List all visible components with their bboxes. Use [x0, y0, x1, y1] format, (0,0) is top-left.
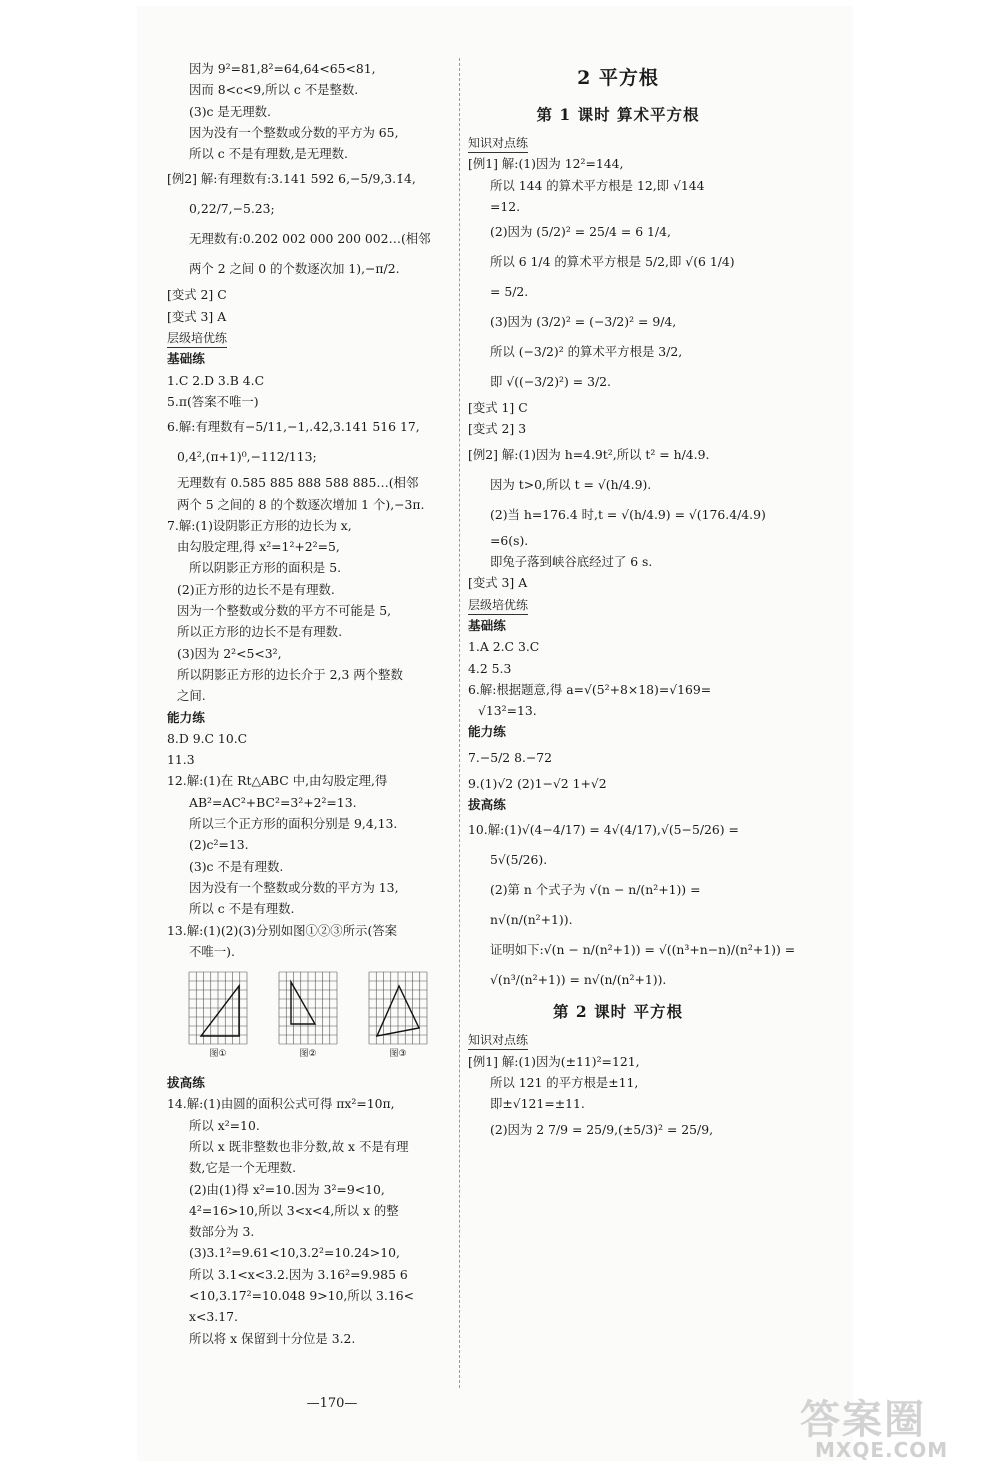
text-line: √13²=13. — [478, 703, 537, 719]
lesson-title-2: 第 2 课时 平方根 — [553, 1002, 683, 1022]
text-line: 9.(1)√2 (2)1−√2 1+√2 — [468, 775, 607, 791]
text-line: 5√(5/26). — [490, 852, 548, 868]
text-line: 所以 x²=10. — [189, 1117, 260, 1133]
text-line: 所以阴影正方形的边长介于 2,3 两个整数 — [177, 666, 403, 682]
right-column — [468, 58, 796, 1145]
section-title: 2 平方根 — [577, 67, 659, 89]
lesson-title-1: 第 1 课时 算术平方根 — [536, 105, 700, 124]
page-number: —170— — [306, 1396, 358, 1411]
text-line: 所以 (−3/2)² 的算术平方根是 3/2, — [490, 344, 683, 360]
text-line: 0,4²,(π+1)⁰,−112/113; — [177, 449, 317, 465]
text-line: n√(n/(n²+1)). — [490, 912, 573, 928]
text-line: 所以 6 1/4 的算术平方根是 5/2,即 √(6 1/4) — [490, 254, 735, 270]
text-line: (3)c 不是有理数. — [189, 858, 284, 874]
text-line: 因为 9²=81,8²=64,64<65<81, — [189, 61, 376, 76]
text-line: 所以将 x 保留到十分位是 3.2. — [189, 1330, 356, 1346]
text-line: [例1] 解:(1)因为(±11)²=121, — [468, 1053, 640, 1069]
text-line: <10,3.17²=10.048 9>10,所以 3.16< — [189, 1288, 414, 1304]
left-text-block-a — [167, 58, 457, 962]
grid-figure — [367, 968, 429, 1060]
text-line: 10.解:(1)√(4−4/17) = 4√(4/17),√(5−5/26) = — [468, 822, 739, 838]
text-line: x<3.17. — [189, 1309, 238, 1325]
grid-drawing — [277, 968, 339, 1048]
text-line: 7.解:(1)设阴影正方形的边长为 x, — [167, 517, 352, 533]
text-line: 所以 121 的平方根是±11, — [490, 1074, 639, 1090]
grid-figure — [187, 968, 249, 1060]
text-line: 6.解:有理数有−5/11,−1,.4̇2̇,3.141 516 17, — [167, 419, 420, 435]
text-line: 即兔子落到峡谷底经过了 6 s. — [490, 554, 653, 570]
grid-figure — [277, 968, 339, 1060]
right-text-block-a — [468, 132, 796, 995]
watermark-logo: 答案圈 — [800, 1397, 926, 1443]
text-line: = 5/2. — [490, 284, 529, 300]
text-line: 因为没有一个整数或分数的平方为 13, — [189, 879, 399, 895]
text-line: 拔高练 — [167, 1075, 205, 1091]
text-line: [例1] 解:(1)因为 12²=144, — [468, 156, 624, 172]
text-line — [468, 1029, 768, 1050]
text-line — [468, 594, 768, 615]
text-line: 两个 2 之间 0 的个数逐次加 1),−π/2. — [189, 261, 400, 277]
text-line: (2)因为 2 7/9 = 25/9,(±5/3)² = 25/9, — [490, 1121, 714, 1137]
left-text-block-b — [167, 1072, 457, 1349]
text-line: 数,它是一个无理数. — [189, 1160, 297, 1176]
text-line: =12. — [490, 198, 521, 214]
text-line: 无理数有:0.202 002 000 200 002…(相邻 — [189, 231, 431, 247]
text-line: 12.解:(1)在 Rt△ABC 中,由勾股定理,得 — [167, 773, 388, 789]
text-line: 1.A 2.C 3.C — [468, 639, 540, 655]
text-line: (2)正方形的边长不是有理数. — [177, 581, 335, 597]
text-line: 0,22/7,−5.23̇; — [189, 201, 275, 217]
triangle-shape — [201, 986, 239, 1036]
text-line: 无理数有 0.585 885 888 588 885…(相邻 — [177, 475, 419, 491]
figure-caption: 图① — [209, 1049, 227, 1060]
text-line: 7.−5/2 8.−72 — [468, 749, 553, 765]
figure-row — [167, 962, 457, 1072]
text-line: 所以三个正方形的面积分别是 9,4,13. — [189, 816, 398, 832]
text-line: [变式 3] A — [167, 308, 227, 324]
text-line: [变式 1] C — [468, 400, 528, 416]
text-line: 所以阴影正方形的面积是 5. — [189, 560, 342, 576]
section-tag: 知识对点练 — [468, 134, 528, 153]
section-tag: 知识对点练 — [468, 1031, 528, 1050]
text-line: 不唯一). — [189, 943, 235, 959]
text-line: 11.3 — [167, 752, 195, 768]
text-line: [变式 2] 3 — [468, 421, 527, 437]
text-line: 证明如下:√(n − n/(n²+1)) = √((n³+n−n)/(n²+1)) = — [490, 942, 796, 958]
section-tag: 层级培优练 — [468, 596, 528, 615]
text-line: 因为没有一个整数或分数的平方为 65, — [189, 124, 399, 140]
text-line: 因而 8<c<9,所以 c 不是整数. — [189, 82, 359, 98]
text-line: 因为一个整数或分数的平方不可能是 5, — [177, 603, 392, 619]
text-line: (2)c²=13. — [189, 837, 249, 853]
text-line: [例2] 解:(1)因为 h=4.9t²,所以 t² = h/4.9. — [468, 446, 710, 462]
text-line: 即 √((−3/2)²) = 3/2. — [490, 374, 611, 390]
text-line: 数部分为 3. — [189, 1224, 255, 1240]
text-line: 两个 5 之间的 8 的个数逐次增加 1 个),−3π. — [177, 496, 425, 512]
text-line: 所以 x 既非整数也非分数,故 x 不是有理 — [189, 1138, 409, 1154]
right-text-block-b — [468, 1029, 768, 1144]
grid-drawing — [187, 968, 249, 1048]
text-line: 所以 3.1<x<3.2.因为 3.16²=9.985 6 — [189, 1266, 408, 1282]
text-line: [变式 3] A — [468, 575, 528, 591]
text-line: 4²=16>10,所以 3<x<4,所以 x 的整 — [189, 1202, 399, 1218]
figure-caption: 图② — [299, 1049, 317, 1060]
text-line: 8.D 9.C 10.C — [167, 730, 248, 746]
left-column — [167, 58, 457, 1349]
text-line: 所以 144 的算术平方根是 12,即 √144 — [490, 177, 705, 193]
text-line: 拔高练 — [468, 797, 506, 813]
text-line: 能力练 — [468, 724, 506, 740]
text-line: 4.2 5.3 — [468, 660, 512, 676]
text-line: 即±√121=±11. — [490, 1096, 585, 1112]
text-line: (2)当 h=176.4 时,t = √(h/4.9) = √(176.4/4.9) — [490, 506, 766, 522]
text-line: 基础练 — [468, 617, 506, 633]
text-line: 所以正方形的边长不是有理数. — [177, 624, 343, 640]
text-line: 所以 c 不是有理数. — [189, 901, 295, 917]
text-line: 5.π(答案不唯一) — [167, 393, 259, 409]
text-line: 能力练 — [167, 709, 205, 725]
text-line: 6.解:根据题意,得 a=√(5²+8×18)=√169= — [468, 681, 712, 697]
text-line: (3)3.1²=9.61<10,3.2²=10.24>10, — [189, 1245, 400, 1261]
column-divider — [459, 58, 460, 1388]
text-line: (2)第 n 个式子为 √(n − n/(n²+1)) = — [490, 882, 701, 898]
text-line: 因为 t>0,所以 t = √(h/4.9). — [490, 476, 652, 492]
text-line: (3)因为 2²<5<3², — [177, 645, 282, 661]
grid-drawing — [367, 968, 429, 1048]
text-line: (2)由(1)得 x²=10.因为 3²=9<10, — [189, 1181, 385, 1197]
triangle-shape — [291, 982, 315, 1024]
text-line: (3)c 是无理数. — [189, 103, 271, 119]
text-line: 13.解:(1)(2)(3)分别如图①②③所示(答案 — [167, 922, 398, 938]
text-line: 之间. — [177, 688, 206, 704]
text-line: =6(s). — [490, 532, 529, 548]
text-line: 1.C 2.D 3.B 4.C — [167, 372, 265, 388]
text-line: 所以 c 不是有理数,是无理数. — [189, 146, 348, 162]
figure-caption: 图③ — [389, 1049, 407, 1060]
text-line — [468, 132, 768, 153]
text-line — [167, 327, 457, 348]
section-tag: 层级培优练 — [167, 329, 227, 348]
text-line: [变式 2] C — [167, 287, 227, 303]
watermark-url: MXQE.COM — [815, 1438, 949, 1462]
text-line: AB²=AC²+BC²=3²+2²=13. — [189, 794, 357, 810]
text-line: (2)因为 (5/2)² = 25/4 = 6 1/4, — [490, 224, 671, 240]
text-line: (3)因为 (3/2)² = (−3/2)² = 9/4, — [490, 314, 677, 330]
text-line: 基础练 — [167, 351, 205, 367]
text-line: √(n³/(n²+1)) = n√(n/(n²+1)). — [490, 972, 667, 988]
text-line: 14.解:(1)由圆的面积公式可得 πx²=10π, — [167, 1096, 395, 1112]
text-line: [例2] 解:有理数有:3.141 592 6,−5/9,3.1̇4̇, — [167, 171, 416, 187]
text-line: 由勾股定理,得 x²=1²+2²=5, — [177, 539, 340, 555]
